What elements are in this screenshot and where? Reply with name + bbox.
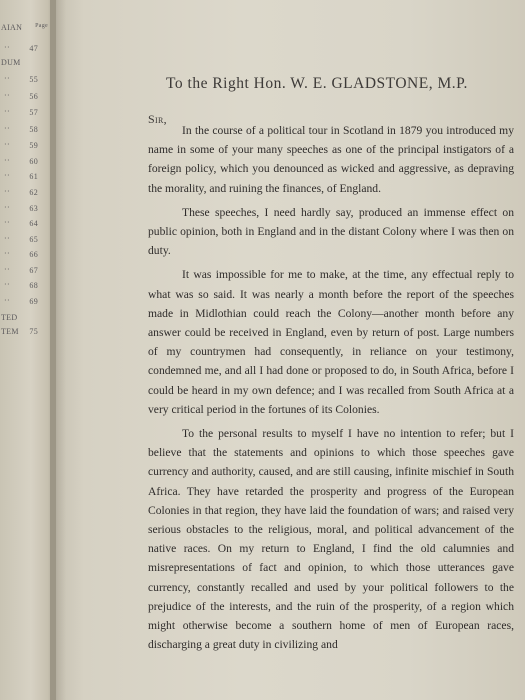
index-label: TEM (1, 327, 19, 336)
index-line (0, 172, 52, 186)
index-page-number: 55 (29, 75, 38, 84)
salutation: Sir, (148, 112, 167, 126)
index-label: TED (1, 313, 18, 322)
leader-dots: ·· (4, 91, 10, 100)
paragraph: It was impossible for me to make, at the time, any effectual reply to what was so said. It was nearly a month before the report of the speeches made in Midlothian could reach the Colony—another month before any answer could be received in England, even by return of post. Large numbers of my countrymen had consequently, in reliance on your testimony, condemned me, and all I had done or proposed to do, in South Africa, before I could be heard in my own defence; and I was recalled from South Africa at a very critical period in the fortunes of its Colonies. (148, 268, 514, 416)
leader-dots: ·· (4, 296, 10, 305)
leader-dots: ·· (4, 280, 10, 289)
leader-dots: ·· (4, 218, 10, 227)
index-line (0, 327, 52, 341)
index-label: AIAN (1, 23, 23, 32)
index-page-number: 67 (29, 266, 38, 275)
leader-dots: ·· (4, 43, 10, 52)
leader-dots: ·· (4, 124, 10, 133)
index-line (0, 188, 52, 202)
index-page-number: 63 (29, 204, 38, 213)
index-page-number: 62 (29, 188, 38, 197)
index-line (0, 92, 52, 106)
index-page-number: 58 (29, 125, 38, 134)
leader-dots: ·· (4, 140, 10, 149)
index-line (0, 297, 52, 311)
index-line (0, 125, 52, 139)
index-page-number: 65 (29, 235, 38, 244)
index-page-number: 59 (29, 141, 38, 150)
index-line (0, 44, 52, 58)
index-page-number: 61 (29, 172, 38, 181)
index-line (0, 219, 52, 233)
index-line (0, 266, 52, 280)
leader-dots: ·· (4, 249, 10, 258)
index-line (0, 281, 52, 295)
leader-dots: ·· (4, 265, 10, 274)
index-label: DUM (1, 58, 21, 67)
index-line (0, 75, 52, 89)
index-page-number: 57 (29, 108, 38, 117)
leader-dots: ·· (4, 107, 10, 116)
paragraph: In the course of a political tour in Scotland in 1879 you introduced my name in some of your many speeches as one of the principal instigators of a foreign policy, which you denounced as wicked and aggressive, as depraving the morality, and ruining the finances, of England. (148, 124, 514, 195)
index-line (0, 157, 52, 171)
paragraph: These speeches, I need hardly say, produced an immense effect on public opinion, both in England and in the distant Colony where I was then on duty. (148, 205, 514, 258)
leader-dots: ·· (4, 74, 10, 83)
index-page-number: 47 (29, 44, 38, 53)
index-line (0, 204, 52, 218)
right-page (56, 0, 525, 700)
index-page-number: 68 (29, 281, 38, 290)
index-line (0, 235, 52, 249)
index-page-number: 60 (29, 157, 38, 166)
index-page-number: 69 (29, 297, 38, 306)
letter-heading: To the Right Hon. W. E. GLADSTONE, M.P. (166, 75, 468, 92)
index-page-number: 56 (29, 92, 38, 101)
index-line (0, 23, 52, 37)
index-line (0, 108, 52, 122)
leader-dots: ·· (4, 156, 10, 165)
index-page-header: Page (35, 23, 48, 29)
index-line (0, 250, 52, 264)
index-line (0, 58, 52, 72)
index-page-number: 75 (29, 327, 38, 336)
index-page-number: 64 (29, 219, 38, 228)
index-line (0, 313, 52, 327)
index-line (0, 141, 52, 155)
letter-body (148, 121, 514, 654)
paragraph: To the personal results to myself I have no intention to refer; but I believe that the statements and opinions to which those speeches gave currency and authority, caused, and are still causing, infinite mischief in South Africa. They have retarded the prosperity and progress of the European Colonies in that region, they have laid the foundation of wars; and raised very serious obstacles to the religious, moral, and political advancement of the native races. On my return to England, I find the old calumnies and misrepresentations of fact and opinion, to which those utterances gave currency, constantly recalled and used by your political followers to the prejudice of the interests, and the ruin of the prosperity, of a region which might otherwise become a southern home of men of European races, discharging a great duty in civilizing and (148, 427, 514, 652)
leader-dots: ·· (4, 187, 10, 196)
index-page-number: 66 (29, 250, 38, 259)
left-facing-page (0, 0, 56, 700)
leader-dots: ·· (4, 203, 10, 212)
leader-dots: ·· (4, 171, 10, 180)
leader-dots: ·· (4, 234, 10, 243)
